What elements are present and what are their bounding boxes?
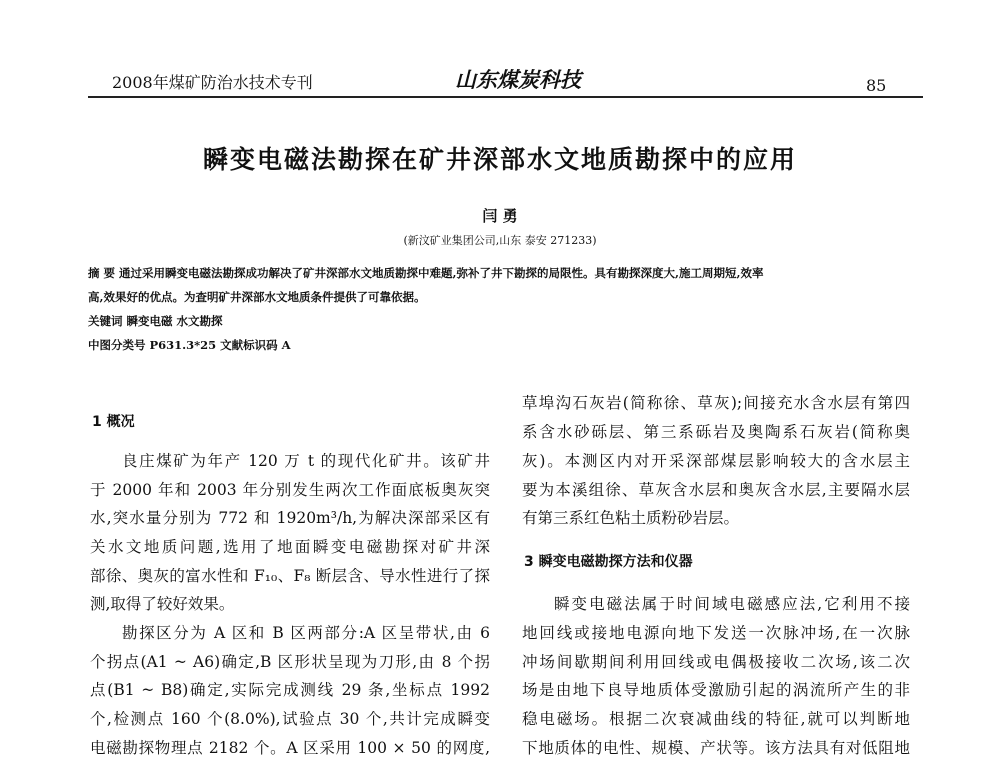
body-line: 下地质体的电性、规模、产状等。该方法具有对低阻地: [522, 739, 910, 757]
classification: 中图分类号 P631.3*25 文献标识码 A: [88, 338, 291, 352]
keywords: 关键词 瞬变电磁 水文勘探: [88, 314, 223, 328]
body-line: 电磁勘探物理点 2182 个。A 区采用 100 × 50 的网度,: [90, 739, 490, 757]
body-line: 稳电磁场。根据二次衰减曲线的特征,就可以判断地: [522, 710, 910, 728]
page-number: 85: [866, 76, 887, 95]
section-3-heading: 3 瞬变电磁勘探方法和仪器: [524, 554, 693, 570]
journal-issue: 2008年煤矿防治水技术专刊: [112, 73, 313, 92]
body-line: 关水文地质问题,选用了地面瞬变电磁勘探对矿井深: [90, 538, 490, 556]
body-line: 个,检测点 160 个(8.0%),试验点 30 个,共计完成瞬变: [90, 710, 490, 728]
article-title: 瞬变电磁法勘探在矿井深部水文地质勘探中的应用: [202, 145, 797, 174]
body-line: 水,突水量分别为 772 和 1920m³/h,为解决深部采区有: [90, 509, 490, 527]
body-line: 系含水砂砾层、第三系砾岩及奥陶系石灰岩(简称奥: [522, 423, 910, 441]
body-line: 灰)。本测区内对开采深部煤层影响较大的含水层主: [522, 452, 910, 470]
body-line: 测,取得了较好效果。: [90, 595, 235, 613]
body-line: 冲场间歇期间利用回线或电偶极接收二次场,该二次: [522, 653, 910, 671]
header-rule: [88, 96, 923, 98]
body-line: 个拐点(A1 ~ A6)确定,B 区形状呈现为刀形,由 8 个拐: [90, 653, 490, 671]
body-line: 草埠沟石灰岩(简称徐、草灰);间接充水含水层有第四: [522, 394, 910, 412]
body-line: 勘探区分为 A 区和 B 区两部分:A 区呈带状,由 6: [122, 624, 490, 642]
author: 闫 勇: [482, 207, 518, 225]
body-line: 场是由地下良导地质体受激励引起的涡流所产生的非: [522, 681, 910, 699]
body-line: 点(B1 ~ B8)确定,实际完成测线 29 条,坐标点 1992: [90, 681, 490, 699]
body-line: 良庄煤矿为年产 120 万 t 的现代化矿井。该矿井: [122, 452, 490, 470]
body-line: 瞬变电磁法属于时间域电磁感应法,它利用不接: [554, 595, 910, 613]
section-1-heading: 1 概况: [92, 414, 135, 430]
body-line: 地回线或接地电源向地下发送一次脉冲场,在一次脉: [522, 624, 910, 642]
body-line: 于 2000 年和 2003 年分别发生两次工作面底板奥灰突: [90, 481, 490, 499]
body-line: 部徐、奥灰的富水性和 F₁₀、F₈ 断层含、导水性进行了探: [90, 567, 490, 585]
body-line: 要为本溪组徐、草灰含水层和奥灰含水层,主要隔水层: [522, 481, 910, 499]
journal-logo: 山东煤炭科技: [455, 67, 581, 92]
abstract-line: 高,效果好的优点。为查明矿井深部水文地质条件提供了可靠依据。: [88, 290, 426, 304]
affiliation: (新汶矿业集团公司,山东 泰安 271233): [403, 234, 597, 247]
body-line: 有第三系红色粘土质粉砂岩层。: [522, 509, 740, 527]
abstract-line: 摘 要 通过采用瞬变电磁法勘探成功解决了矿井深部水文地质勘探中难题,弥补了井下勘探的局限性。具有勘探深度大,施工周期短,效率: [88, 266, 764, 280]
